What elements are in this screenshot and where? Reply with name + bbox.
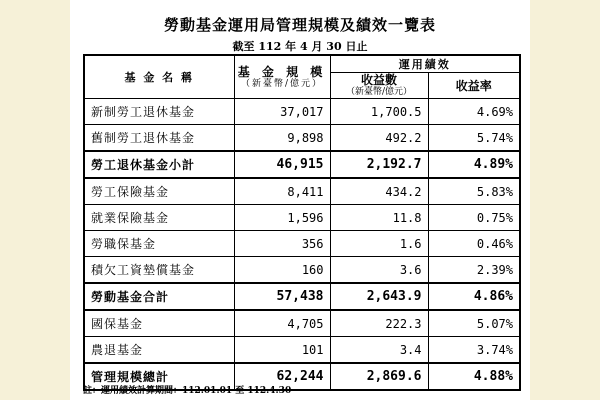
income-cell: 492.2 [330, 125, 428, 152]
fund-size-cell: 101 [234, 337, 330, 364]
header-fund-name: 基 金 名 稱 [84, 55, 234, 99]
table-row [84, 257, 520, 284]
return-rate-cell: 4.69% [428, 99, 520, 125]
table-row [84, 231, 520, 257]
page-title: 勞動基金運用局管理規模及績效一覽表 [163, 16, 436, 34]
fund-performance-table [83, 54, 521, 391]
header-fund-size [234, 55, 330, 99]
fund-size-cell: 4,705 [234, 310, 330, 337]
income-cell: 1,700.5 [330, 99, 428, 125]
header-income-label: 收益數 [360, 73, 397, 87]
fund-size-cell: 160 [234, 257, 330, 284]
header-return-rate [428, 73, 520, 99]
fund-name-cell: 就業保險基金 [84, 205, 234, 231]
fund-name-cell: 勞工保險基金 [84, 178, 234, 205]
return-rate-cell: 5.74% [428, 125, 520, 152]
table-row [84, 205, 520, 231]
table-subtotal-row [84, 151, 520, 178]
return-rate-cell: 0.75% [428, 205, 520, 231]
table-subtotal-row [84, 283, 520, 310]
return-rate-cell: 5.07% [428, 310, 520, 337]
header-fund-size-label: 基 金 規 模 [237, 64, 327, 79]
fund-size-cell: 356 [234, 231, 330, 257]
income-cell: 2,869.6 [330, 363, 428, 390]
income-cell: 2,192.7 [330, 151, 428, 178]
table-row [84, 310, 520, 337]
fund-name-cell: 勞動基金合計 [84, 283, 234, 310]
page-subtitle: 截至 112 年 4 月 30 日止 [232, 40, 368, 53]
income-cell: 3.6 [330, 257, 428, 284]
fund-name-cell: 管理規模總計 [84, 363, 234, 390]
table-body [84, 99, 520, 391]
income-cell: 1.6 [330, 231, 428, 257]
income-cell: 11.8 [330, 205, 428, 231]
income-cell: 2,643.9 [330, 283, 428, 310]
header-income [330, 73, 428, 99]
table-row [84, 125, 520, 152]
fund-size-cell: 9,898 [234, 125, 330, 152]
fund-size-cell: 57,438 [234, 283, 330, 310]
fund-size-cell: 62,244 [234, 363, 330, 390]
table-row [84, 99, 520, 125]
fund-size-cell: 46,915 [234, 151, 330, 178]
header-return-rate-label: 收益率 [455, 78, 492, 93]
return-rate-cell: 4.88% [428, 363, 520, 390]
fund-name-cell: 農退基金 [84, 337, 234, 364]
return-rate-cell: 0.46% [428, 231, 520, 257]
fund-size-cell: 8,411 [234, 178, 330, 205]
income-cell: 3.4 [330, 337, 428, 364]
return-rate-cell: 2.39% [428, 257, 520, 284]
return-rate-cell: 4.89% [428, 151, 520, 178]
table-row [84, 337, 520, 364]
fund-name-cell: 新制勞工退休基金 [84, 99, 234, 125]
fund-name-cell: 勞職保基金 [84, 231, 234, 257]
fund-name-cell: 舊制勞工退休基金 [84, 125, 234, 152]
header-fund-size-unit: （新臺幣/億元） [240, 78, 324, 89]
return-rate-cell: 5.83% [428, 178, 520, 205]
income-cell: 434.2 [330, 178, 428, 205]
fund-size-cell: 37,017 [234, 99, 330, 125]
return-rate-cell: 3.74% [428, 337, 520, 364]
income-cell: 222.3 [330, 310, 428, 337]
header-performance: 運用績效 [330, 55, 520, 73]
header-income-unit: （新臺幣/億元） [345, 87, 413, 97]
fund-name-cell: 勞工退休基金小計 [84, 151, 234, 178]
fund-name-cell: 積欠工資墊償基金 [84, 257, 234, 284]
fund-size-cell: 1,596 [234, 205, 330, 231]
table-row [84, 178, 520, 205]
document-page [70, 0, 530, 400]
return-rate-cell: 4.86% [428, 283, 520, 310]
fund-name-cell: 國保基金 [84, 310, 234, 337]
footnote: 註：運用績效計算期間：112.01.01 至 112.4.30 [83, 386, 292, 396]
